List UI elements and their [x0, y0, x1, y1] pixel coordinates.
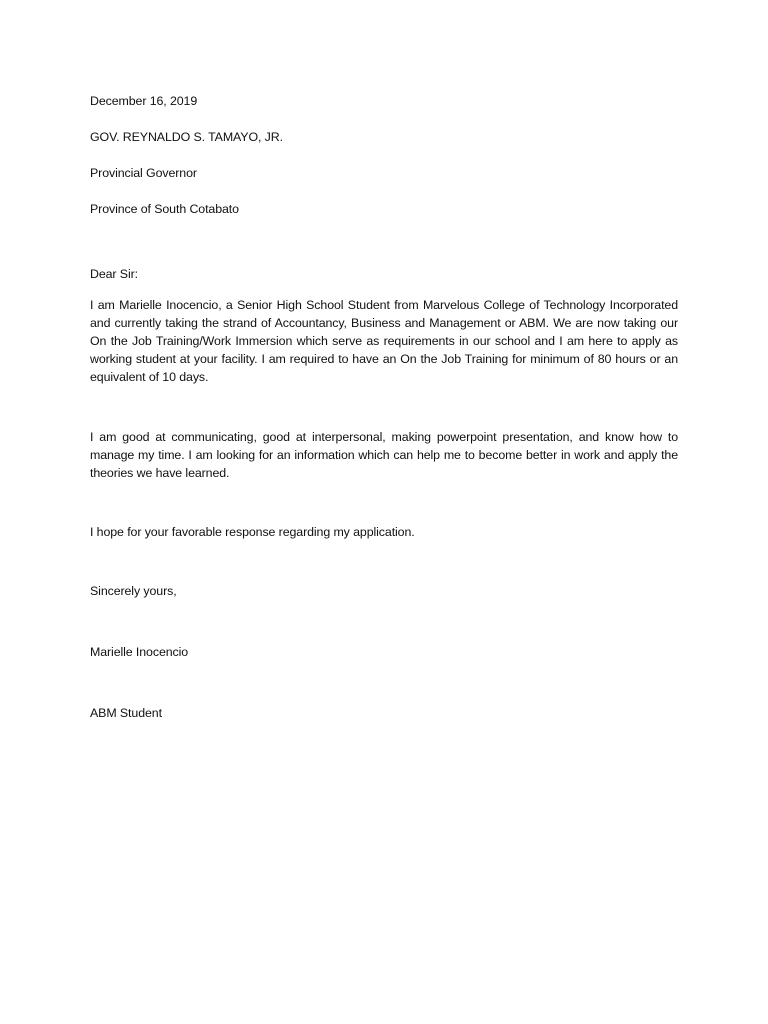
signature-name: Marielle Inocencio	[90, 645, 189, 659]
salutation: Dear Sir:	[90, 267, 138, 281]
paragraph-introduction: I am Marielle Inocencio, a Senior High School Student from Marvelous College of Technology Incorporated and currently taking the strand of Accountancy, Business and Management or ABM. We are now taking our On the Job Training/Work Immersion which serve as requirements in our school and I am here to apply as working student at your facility. I am required to have an On the Job Training for minimum of 80 hours or an equivalent of 10 days.	[90, 298, 678, 384]
letter-date: December 16, 2019	[90, 94, 198, 108]
paragraph-closing-request: I hope for your favorable response regarding my application.	[90, 525, 415, 539]
closing: Sincerely yours,	[90, 584, 177, 598]
recipient-title: Provincial Governor	[90, 166, 197, 180]
signature-title: ABM Student	[90, 706, 162, 720]
recipient-name: GOV. REYNALDO S. TAMAYO, JR.	[90, 130, 283, 144]
paragraph-skills: I am good at communicating, good at interpersonal, making powerpoint presentation, and know how to manage my time. I am looking for an information which can help me to become better in work and apply the theories we have learned.	[90, 430, 678, 480]
recipient-office: Province of South Cotabato	[90, 202, 239, 216]
letter-body	[90, 92, 678, 722]
